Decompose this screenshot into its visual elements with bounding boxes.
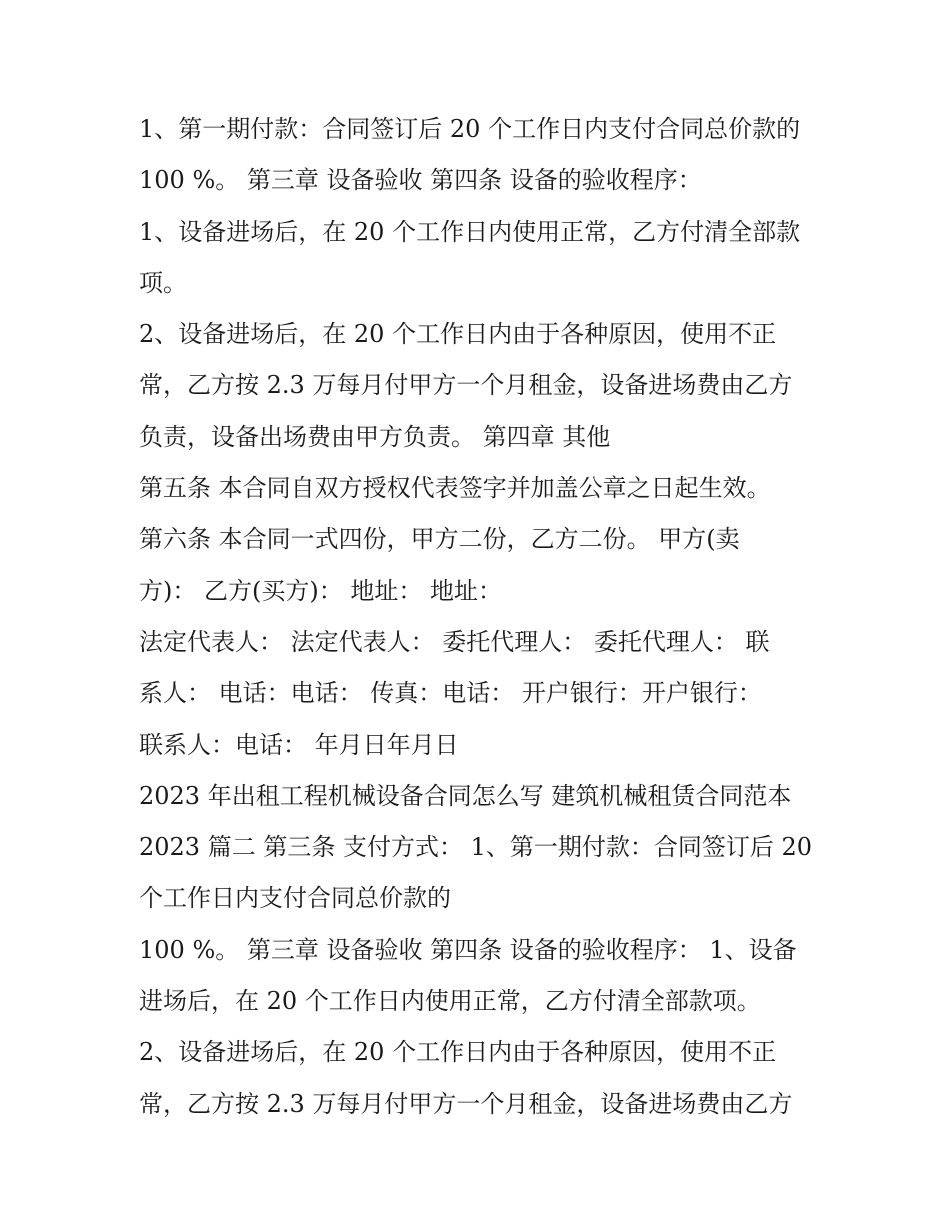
text-line: 常，乙方按 2.3 万每月付甲方一个月租金，设备进场费由乙方 bbox=[139, 371, 793, 400]
text-line: 项。 bbox=[139, 268, 187, 297]
text-line: 进场后，在 20 个工作日内使用正常，乙方付清全部款项。 bbox=[139, 987, 761, 1016]
text-line: 负责，设备出场费由甲方负责。 第四章 其他 bbox=[139, 422, 611, 451]
text-line: 2023 篇二 第三条 支付方式： 1、第一期付款：合同签订后 20 bbox=[139, 833, 813, 862]
text-line: 2023 年出租工程机械设备合同怎么写 建筑机械租赁合同范本 bbox=[139, 781, 792, 810]
text-line: 第六条 本合同一式四份，甲方二份，乙方二份。 甲方(卖 bbox=[139, 525, 740, 554]
text-line: 100 %。 第三章 设备验收 第四条 设备的验收程序： bbox=[139, 166, 702, 195]
text-line: 2、设备进场后，在 20 个工作日内由于各种原因，使用不正 bbox=[139, 320, 777, 349]
text-line: 100 %。 第三章 设备验收 第四条 设备的验收程序： 1、设备 bbox=[139, 935, 797, 964]
text-line: 第五条 本合同自双方授权代表签字并加盖公章之日起生效。 bbox=[139, 474, 771, 503]
document-body bbox=[139, 104, 819, 1130]
text-line: 法定代表人： 法定代表人： 委托代理人： 委托代理人： 联 bbox=[139, 627, 770, 656]
text-line: 2、设备进场后，在 20 个工作日内由于各种原因，使用不正 bbox=[139, 1038, 777, 1067]
text-line: 1、设备进场后，在 20 个工作日内使用正常，乙方付清全部款 bbox=[139, 217, 801, 246]
text-line: 联系人：电话： 年月日年月日 bbox=[139, 730, 459, 759]
text-line: 常，乙方按 2.3 万每月付甲方一个月租金，设备进场费由乙方 bbox=[139, 1089, 793, 1118]
text-line: 系人： 电话：电话： 传真：电话： 开户银行：开户银行： bbox=[139, 679, 762, 708]
text-line: 1、第一期付款：合同签订后 20 个工作日内支付合同总价款的 bbox=[139, 115, 801, 143]
text-line: 方)： 乙方(买方)： 地址： 地址： bbox=[139, 576, 502, 605]
text-line: 个工作日内支付合同总价款的 bbox=[139, 884, 451, 913]
